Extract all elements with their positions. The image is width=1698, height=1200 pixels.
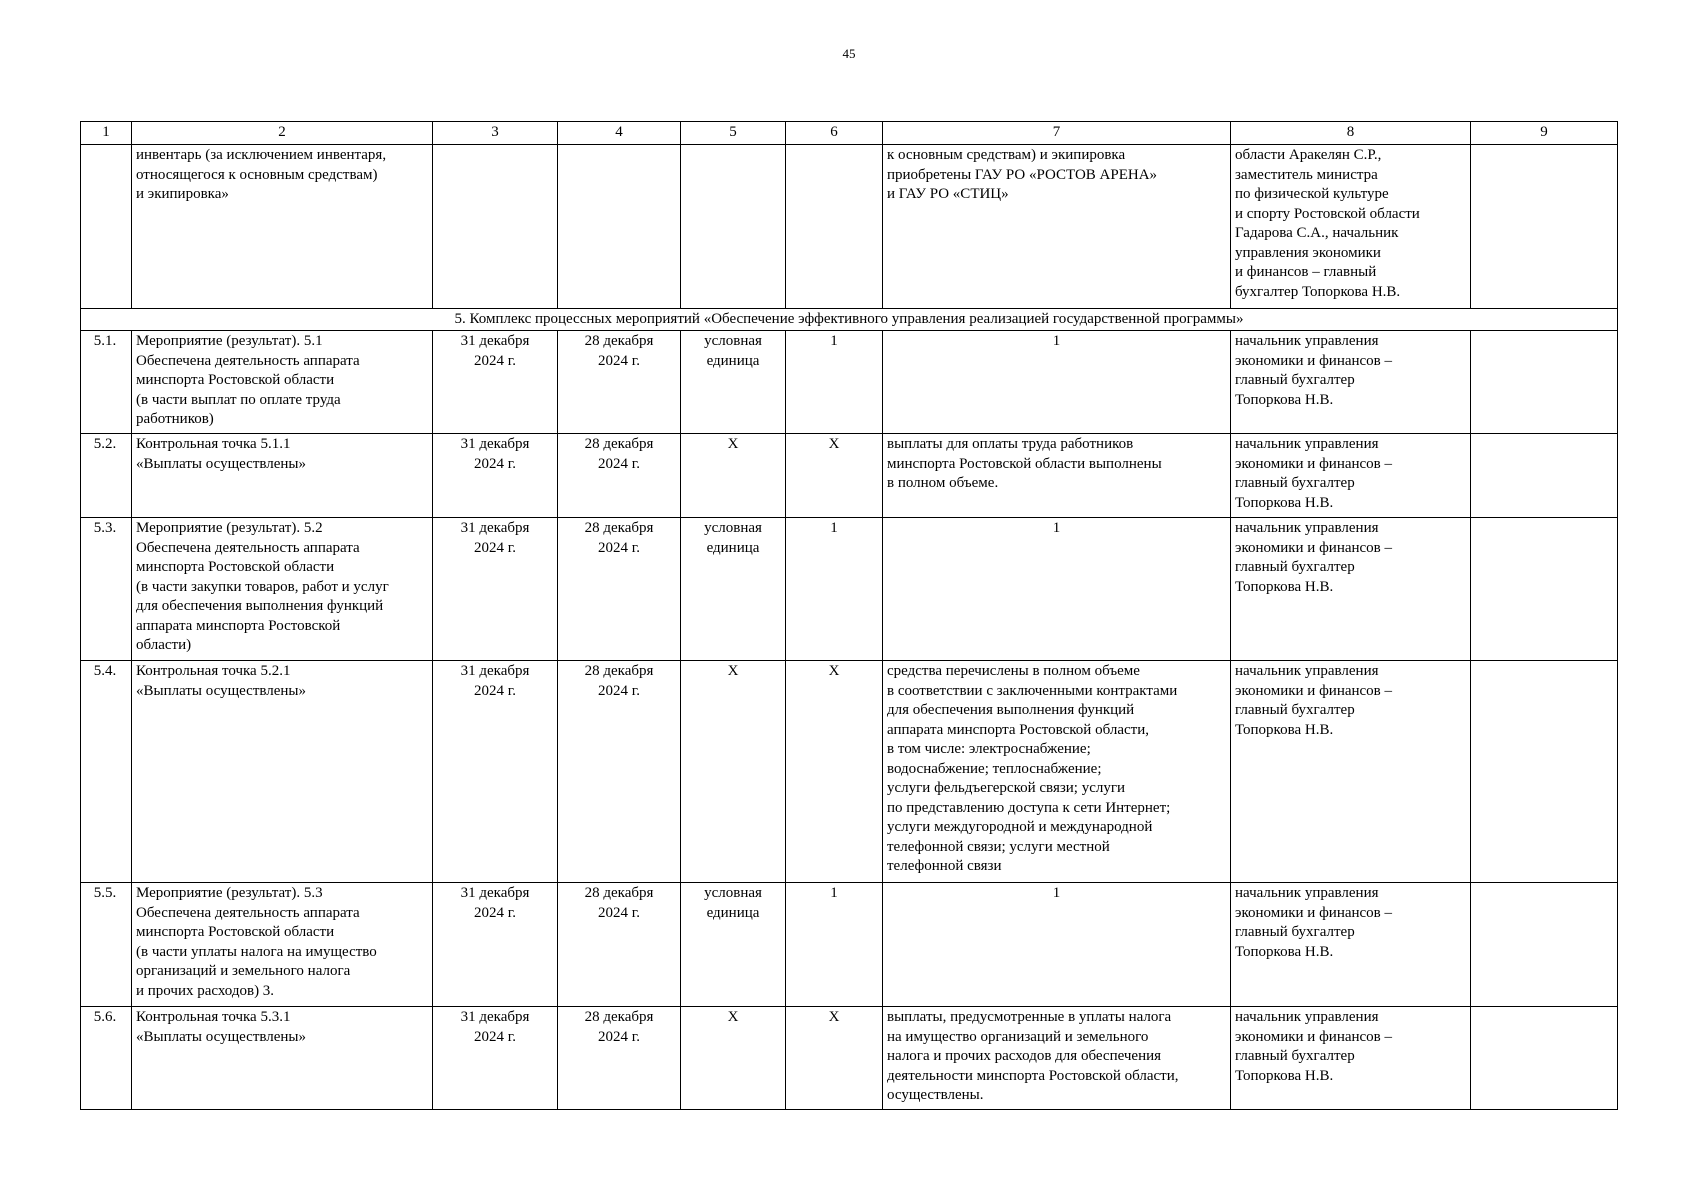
unit-cell: Х <box>681 434 786 518</box>
unit-cell: условная единица <box>681 883 786 1007</box>
note-cell <box>1471 145 1618 309</box>
value-cell <box>786 145 883 309</box>
page-number: 45 <box>842 46 856 61</box>
result-cell: 1 <box>883 883 1231 1007</box>
unit-cell <box>681 145 786 309</box>
value-cell: 1 <box>786 518 883 661</box>
note-cell <box>1471 434 1618 518</box>
column-number: 6 <box>786 122 883 145</box>
table-row <box>81 434 1618 518</box>
value-cell: Х <box>786 1007 883 1110</box>
measure-name-cell: Мероприятие (результат). 5.2 Обеспечена деятельность аппарата минспорта Ростовской области (в части закупки товаров, работ и услуг для обеспечения выполнения функций аппарата минспорта Ростовской области) <box>132 518 433 661</box>
responsible-cell: начальник управления экономики и финансов – главный бухгалтер Топоркова Н.В. <box>1231 434 1471 518</box>
end-date-cell: 28 декабря 2024 г. <box>558 434 681 518</box>
result-cell: к основным средствам) и экипировка приобретены ГАУ РО «РОСТОВ АРЕНА» и ГАУ РО «СТИЦ» <box>883 145 1231 309</box>
end-date-cell: 28 декабря 2024 г. <box>558 518 681 661</box>
column-number: 1 <box>81 122 132 145</box>
column-number: 2 <box>132 122 433 145</box>
measure-name-cell: Мероприятие (результат). 5.3 Обеспечена деятельность аппарата минспорта Ростовской области (в части уплаты налога на имущество организаций и земельного налога и прочих расходов) 3. <box>132 883 433 1007</box>
end-date-cell <box>558 145 681 309</box>
start-date-cell: 31 декабря 2024 г. <box>433 434 558 518</box>
start-date-cell: 31 декабря 2024 г. <box>433 518 558 661</box>
result-cell: выплаты, предусмотренные в уплаты налога на имущество организаций и земельного налога и прочих расходов для обеспечения деятельности минспорта Ростовской области, осуществлены. <box>883 1007 1231 1110</box>
row-number-cell: 5.5. <box>81 883 132 1007</box>
row-number-cell: 5.4. <box>81 661 132 883</box>
column-number: 8 <box>1231 122 1471 145</box>
note-cell <box>1471 331 1618 434</box>
column-number: 7 <box>883 122 1231 145</box>
note-cell <box>1471 1007 1618 1110</box>
value-cell: 1 <box>786 883 883 1007</box>
row-number-cell: 5.2. <box>81 434 132 518</box>
table-row <box>81 331 1618 434</box>
value-cell: Х <box>786 434 883 518</box>
column-number-row <box>81 122 1618 145</box>
continuation-row <box>81 145 1618 309</box>
row-number-cell: 5.3. <box>81 518 132 661</box>
responsible-cell: начальник управления экономики и финансов – главный бухгалтер Топоркова Н.В. <box>1231 331 1471 434</box>
unit-cell: Х <box>681 661 786 883</box>
unit-cell: условная единица <box>681 331 786 434</box>
end-date-cell: 28 декабря 2024 г. <box>558 661 681 883</box>
end-date-cell: 28 декабря 2024 г. <box>558 331 681 434</box>
section-title: 5. Комплекс процессных мероприятий «Обеспечение эффективного управления реализацией государственной программы» <box>81 309 1618 331</box>
start-date-cell <box>433 145 558 309</box>
responsible-cell: начальник управления экономики и финансов – главный бухгалтер Топоркова Н.В. <box>1231 883 1471 1007</box>
column-number: 4 <box>558 122 681 145</box>
responsible-cell: начальник управления экономики и финансов – главный бухгалтер Топоркова Н.В. <box>1231 518 1471 661</box>
start-date-cell: 31 декабря 2024 г. <box>433 661 558 883</box>
value-cell: Х <box>786 661 883 883</box>
measures-table <box>80 121 1618 1110</box>
measure-name-cell: Контрольная точка 5.1.1 «Выплаты осуществлены» <box>132 434 433 518</box>
measure-name-cell: Контрольная точка 5.3.1 «Выплаты осуществлены» <box>132 1007 433 1110</box>
responsible-cell: начальник управления экономики и финансов – главный бухгалтер Топоркова Н.В. <box>1231 1007 1471 1110</box>
measure-name-cell: Контрольная точка 5.2.1 «Выплаты осуществлены» <box>132 661 433 883</box>
value-cell: 1 <box>786 331 883 434</box>
start-date-cell: 31 декабря 2024 г. <box>433 331 558 434</box>
measure-name-cell: Мероприятие (результат). 5.1 Обеспечена деятельность аппарата минспорта Ростовской области (в части выплат по оплате труда работников) <box>132 331 433 434</box>
unit-cell: условная единица <box>681 518 786 661</box>
row-number-cell: 5.6. <box>81 1007 132 1110</box>
table-row <box>81 883 1618 1007</box>
start-date-cell: 31 декабря 2024 г. <box>433 1007 558 1110</box>
unit-cell: Х <box>681 1007 786 1110</box>
column-number: 3 <box>433 122 558 145</box>
column-number: 5 <box>681 122 786 145</box>
table-row <box>81 1007 1618 1110</box>
row-number-cell <box>81 145 132 309</box>
row-number-cell: 5.1. <box>81 331 132 434</box>
table-row <box>81 661 1618 883</box>
result-cell: средства перечислены в полном объеме в соответствии с заключенными контрактами для обеспечения выполнения функций аппарата минспорта Ростовской области, в том числе: электроснабжение; водоснабжение; теплоснабжение; услуги фельдъегерской связи; услуги по представлению доступа к сети Интернет; услуги междугородной и международной телефонной связи; услуги местной телефонной связи <box>883 661 1231 883</box>
responsible-cell: области Аракелян С.Р., заместитель министра по физической культуре и спорту Ростовской области Гадарова С.А., начальник управления экономики и финансов – главный бухгалтер Топоркова Н.В. <box>1231 145 1471 309</box>
table-row <box>81 518 1618 661</box>
note-cell <box>1471 518 1618 661</box>
column-number: 9 <box>1471 122 1618 145</box>
start-date-cell: 31 декабря 2024 г. <box>433 883 558 1007</box>
end-date-cell: 28 декабря 2024 г. <box>558 883 681 1007</box>
measure-name-cell: инвентарь (за исключением инвентаря, относящегося к основным средствам) и экипировка» <box>132 145 433 309</box>
result-cell: выплаты для оплаты труда работников минспорта Ростовской области выполнены в полном объеме. <box>883 434 1231 518</box>
responsible-cell: начальник управления экономики и финансов – главный бухгалтер Топоркова Н.В. <box>1231 661 1471 883</box>
note-cell <box>1471 883 1618 1007</box>
section-row <box>81 309 1618 331</box>
result-cell: 1 <box>883 518 1231 661</box>
result-cell: 1 <box>883 331 1231 434</box>
note-cell <box>1471 661 1618 883</box>
end-date-cell: 28 декабря 2024 г. <box>558 1007 681 1110</box>
